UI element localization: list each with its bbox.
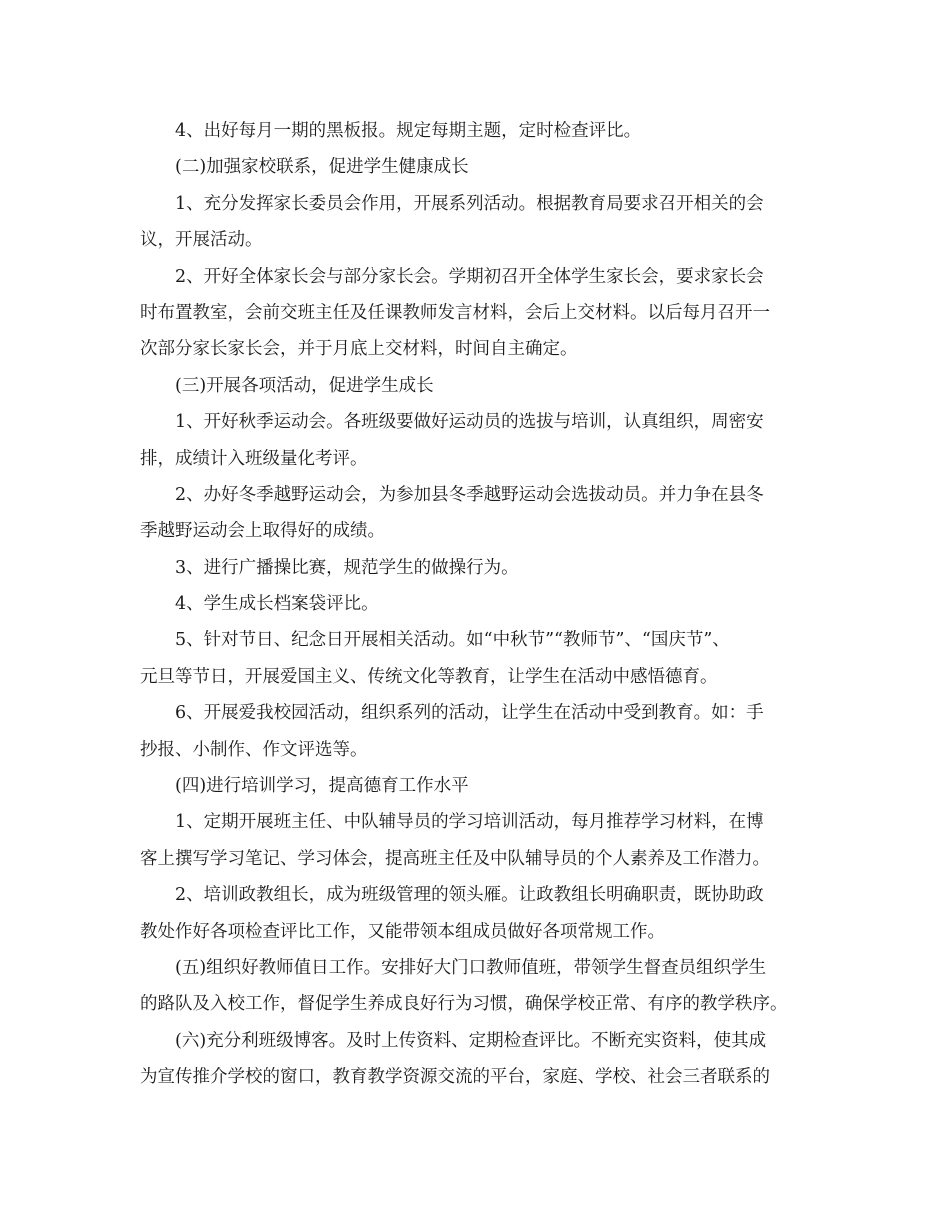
- paragraph-line: 议，开展活动。: [140, 230, 263, 251]
- section-heading: (五)组织好教师值日工作。安排好大门口教师值班，带领学生督查员组织学生: [175, 957, 767, 978]
- paragraph-line: 6、开展爱我校园活动，组织系列的活动，让学生在活动中受到教育。如：手: [175, 703, 764, 724]
- section-heading: (四)进行培训学习，提高德育工作水平: [175, 776, 469, 797]
- paragraph-line: 季越野运动会上取得好的成绩。: [140, 521, 385, 542]
- paragraph-line: 2、办好冬季越野运动会，为参加县冬季越野运动会选拔动员。并力争在县冬: [175, 484, 764, 505]
- paragraph-line: 4、出好每月一期的黑板报。规定每期主题，定时检查评比。: [175, 121, 642, 141]
- paragraph-line: 2、开好全体家长会与部分家长会。学期初召开全体学生家长会，要求家长会: [175, 266, 764, 287]
- paragraph-line: 排，成绩计入班级量化考评。: [140, 448, 368, 469]
- document-body: [140, 113, 820, 1096]
- paragraph-line: 元旦等节日，开展爱国主义、传统文化等教育，让学生在活动中感悟德育。: [140, 666, 718, 687]
- paragraph-line: 次部分家长家长会，并于月底上交材料，时间自主确定。: [140, 339, 578, 360]
- paragraph-line: 5、针对节日、纪念日开展相关活动。如“中秋节”“教师节”、“国庆节”、: [175, 630, 730, 651]
- paragraph-line: 1、开好秋季运动会。各班级要做好运动员的选拔与培训，认真组织，周密安: [175, 412, 764, 433]
- section-heading: (三)开展各项活动，促进学生成长: [175, 375, 434, 396]
- section-heading: (二)加强家校联系，促进学生健康成长: [175, 157, 469, 178]
- paragraph-line: 客上撰写学习笔记、学习体会，提高班主任及中队辅导员的个人素养及工作潜力。: [140, 848, 770, 869]
- paragraph-line: 4、学生成长档案袋评比。: [175, 594, 379, 615]
- paragraph-line: 的路队及入校工作，督促学生养成良好行为习惯，确保学校正常、有序的教学秩序。: [140, 994, 788, 1015]
- paragraph-line: 3、进行广播操比赛，规范学生的做操行为。: [175, 557, 519, 578]
- paragraph-line: 2、培训政教组长，成为班级管理的领头雁。让政教组长明确职责，既协助政: [175, 885, 764, 906]
- section-heading: (六)充分利班级博客。及时上传资料、定期检查评比。不断充实资料，使其成: [175, 1030, 767, 1051]
- paragraph-line: 教处作好各项检查评比工作，又能带领本组成员做好各项常规工作。: [140, 921, 665, 942]
- paragraph-line: 1、充分发挥家长委员会作用，开展系列活动。根据教育局要求召开相关的会: [175, 193, 764, 214]
- paragraph-line: 抄报、小制作、作文评选等。: [140, 739, 368, 760]
- paragraph-line: 1、定期开展班主任、中队辅导员的学习培训活动，每月推荐学习材料，在博: [175, 812, 764, 833]
- paragraph-line: 时布置教室，会前交班主任及任课教师发言材料，会后上交材料。以后每月召开一: [140, 302, 770, 323]
- paragraph-line: 为宣传推介学校的窗口，教育教学资源交流的平台，家庭、学校、社会三者联系的: [140, 1067, 770, 1088]
